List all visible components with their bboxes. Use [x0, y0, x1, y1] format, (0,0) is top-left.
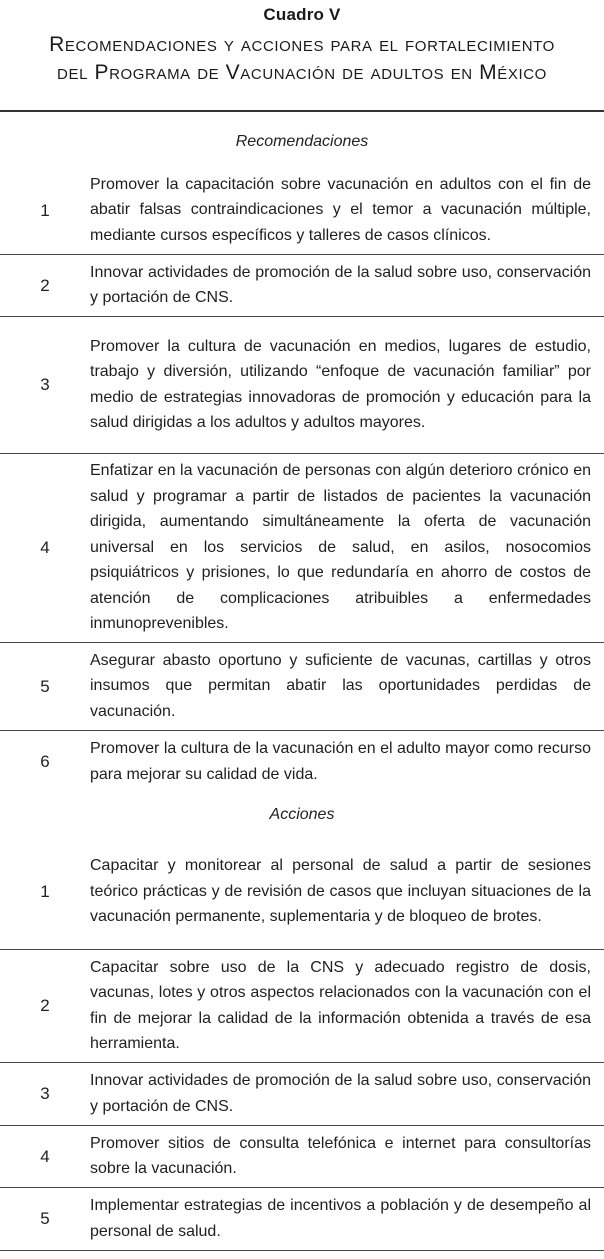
section-heading-actions: Acciones [269, 806, 335, 823]
table-row [0, 167, 604, 255]
row-text: Promover la capacitación sobre vacunación en adultos con el fin de abatir falsas contraindicaciones y el temor a vacunación múltiple, mediante cursos específicos y talleres de casos clínicos. [90, 175, 591, 244]
row-number: 5 [40, 676, 50, 696]
row-number: 5 [40, 1209, 50, 1228]
table-row [0, 1188, 604, 1251]
row-number: 1 [40, 882, 50, 901]
top-rule [0, 110, 604, 112]
recommendations-table [0, 113, 604, 1251]
row-number: 2 [40, 996, 50, 1015]
table-row [0, 835, 604, 950]
table-row [0, 950, 604, 1063]
table-header [0, 0, 604, 87]
row-number: 3 [40, 1084, 50, 1103]
row-text: Innovar actividades de promoción de la salud sobre uso, conservación y portación de CNS. [90, 263, 591, 306]
section-heading-recommendations: Recomendaciones [235, 133, 369, 150]
row-text: Capacitar y monitorear al personal de salud a partir de sesiones teórico prácticas y de revisión de casos que incluyan situaciones de la vacunación permanente, suplementaria y de bloqueo de brotes. [90, 857, 591, 926]
table-title-line-1: Recomendaciones y acciones para el fortalecimiento [49, 33, 555, 56]
table-row [0, 731, 604, 793]
row-number: 4 [40, 538, 50, 557]
row-text: Capacitar sobre uso de la CNS y adecuado registro de dosis, vacunas, lotes y otros aspectos relacionados con la vacunación con el fin de mejorar la calidad de la información obtenida a través de esa herramienta. [90, 958, 591, 1052]
table-label: Cuadro V [263, 5, 341, 24]
row-text: Promover la cultura de vacunación en medios, lugares de estudio, trabajo y diversión, utilizando “enfoque de vacunación familiar” por medio de estrategias innovadoras de promoción y educación para la salud dirigidas a los adultos y adultos mayores. [90, 337, 591, 431]
row-text: Implementar estrategias de incentivos a población y de desempeño al personal de salud. [90, 1197, 591, 1240]
table-row [0, 1126, 604, 1188]
table-row [0, 454, 604, 643]
row-text: Promover la cultura de la vacunación en el adulto mayor como recurso para mejorar su calidad de vida. [90, 740, 591, 783]
table-title-line-2: del Programa de Vacunación de adultos en México [57, 61, 547, 84]
row-text: Asegurar abasto oportuno y suficiente de vacunas, cartillas y otros insumos que permitan abatir las oportunidades perdidas de vacunación. [90, 651, 591, 720]
row-number: 4 [40, 1146, 50, 1166]
row-number: 2 [40, 275, 50, 295]
row-number: 3 [40, 375, 50, 394]
table-row [0, 255, 604, 317]
table-row [0, 317, 604, 454]
row-text: Innovar actividades de promoción de la salud sobre uso, conservación y portación de CNS. [90, 1072, 591, 1115]
row-number: 6 [40, 752, 50, 771]
row-number: 1 [40, 200, 50, 220]
table-title [0, 31, 604, 87]
row-text: Enfatizar en la vacunación de personas con algún deterioro crónico en salud y programar a partir de listados de pacientes la vacunación dirigida, aumentando simultáneamente la oferta de vacunación universal en los servicios de salud, en asilos, nosocomios psiquiátricos y prisiones, lo que redundaría en ahorro de costos de atención de complicaciones atribuibles a enfermedades inmunoprevenibles. [90, 462, 591, 633]
table-row [0, 643, 604, 731]
table-row [0, 1063, 604, 1126]
row-text: Promover sitios de consulta telefónica e internet para consultorías sobre la vacunación. [90, 1134, 591, 1177]
